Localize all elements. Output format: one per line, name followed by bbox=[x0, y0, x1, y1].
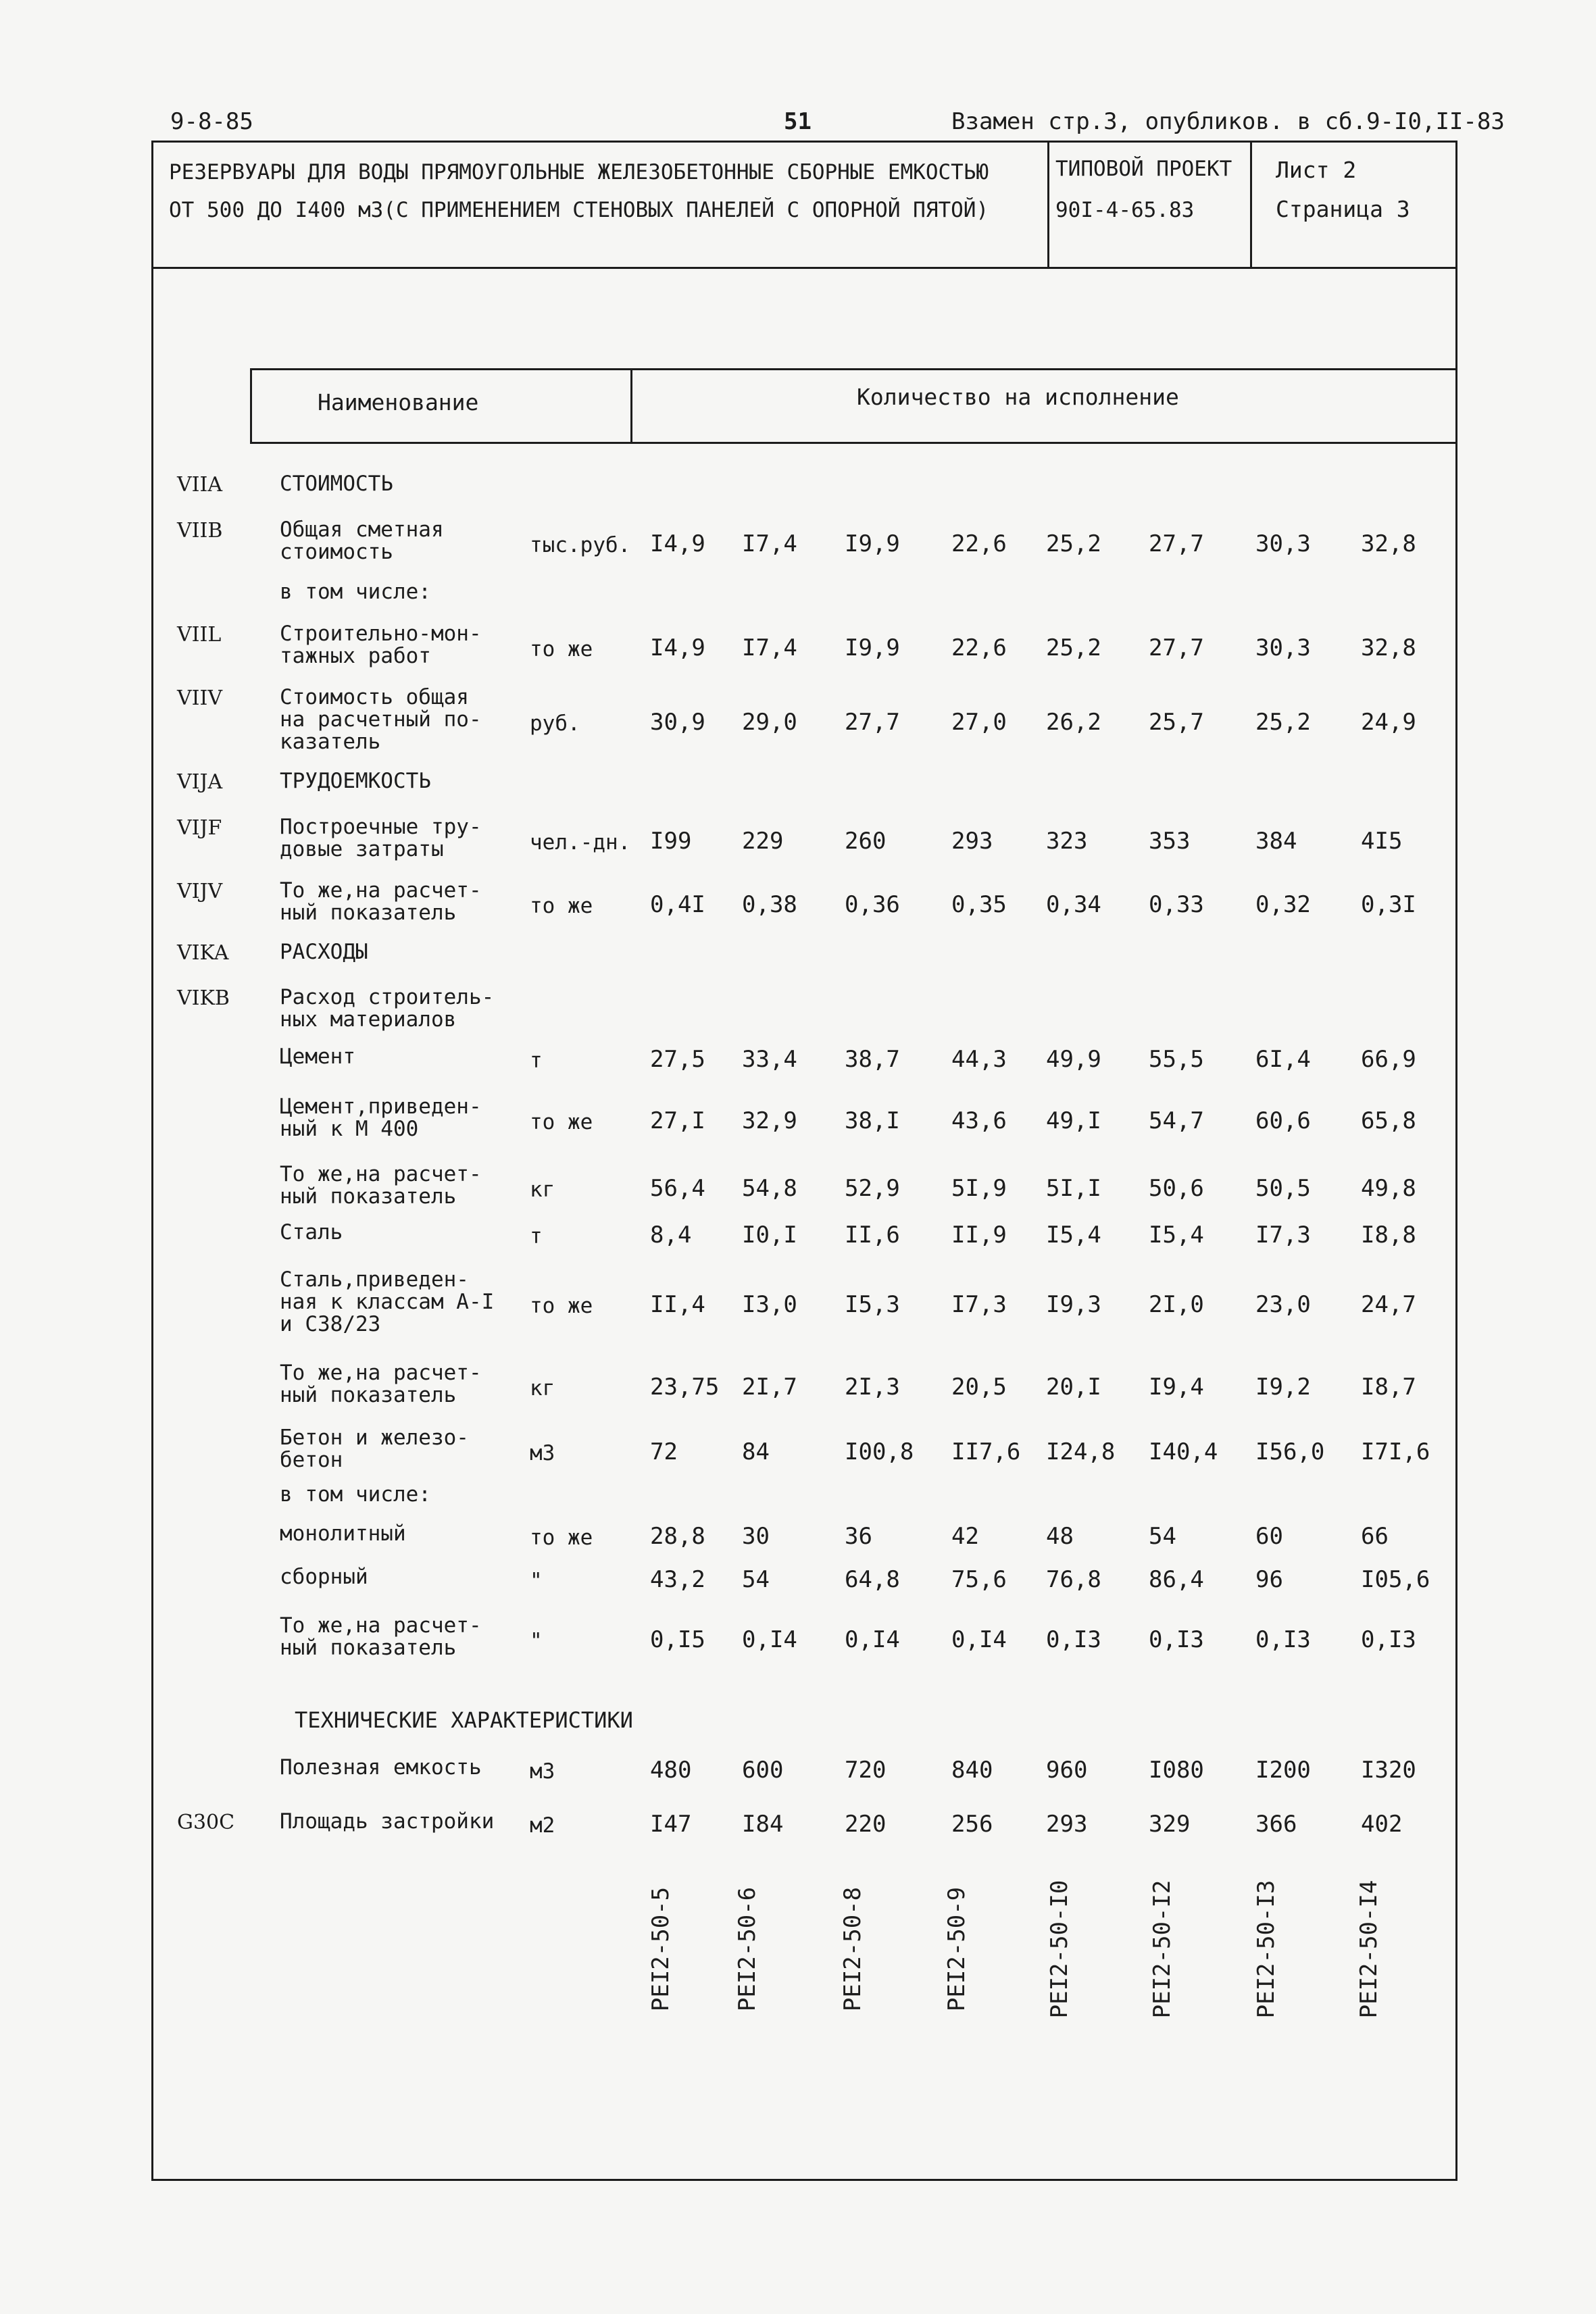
row-unit: т bbox=[530, 1224, 543, 1249]
row-label-line: Расход строитель- bbox=[280, 985, 495, 1009]
table-cell: 27,0 bbox=[951, 709, 1007, 736]
row-unit: " bbox=[530, 1569, 543, 1593]
table-cell: 0,33 bbox=[1149, 890, 1204, 918]
variant-label-text: РЕI2-50-I0 bbox=[1046, 1880, 1073, 2019]
row-unit: то же bbox=[530, 1109, 593, 1134]
table-cell: 55,5 bbox=[1149, 1046, 1204, 1073]
table-cell: 20,I bbox=[1046, 1373, 1101, 1401]
row-label-line: монолитный bbox=[280, 1521, 406, 1546]
row-label-line: довые затраты bbox=[280, 837, 444, 861]
table-cell: 329 bbox=[1149, 1811, 1191, 1838]
row-label-line: СТОИМОСТЬ bbox=[280, 472, 393, 496]
variant-label-text: РЕI2-50-I2 bbox=[1149, 1880, 1176, 2019]
row-label bbox=[295, 1709, 633, 1732]
row-code: G30C bbox=[177, 1811, 235, 1834]
row-label bbox=[280, 1222, 343, 1244]
row-code: VIIB bbox=[177, 519, 223, 543]
row-unit: м3 bbox=[530, 1440, 555, 1465]
table-cell: I3,0 bbox=[742, 1291, 797, 1318]
row-label bbox=[280, 816, 482, 861]
table-cell: 26,2 bbox=[1046, 709, 1101, 736]
row-code: VIJA bbox=[177, 770, 223, 794]
project-label: ТИПОВОЙ ПРОЕКТ bbox=[1055, 157, 1232, 181]
row-code: VIJF bbox=[177, 816, 222, 840]
table-cell: 8,4 bbox=[650, 1222, 692, 1249]
table-cell: I7,3 bbox=[951, 1291, 1007, 1318]
row-label-line: и С38/23 bbox=[280, 1312, 381, 1336]
row-code: VIKA bbox=[177, 941, 229, 965]
table-cell: 72 bbox=[650, 1438, 678, 1465]
table-cell: 24,7 bbox=[1361, 1291, 1416, 1318]
table-cell: I00,8 bbox=[845, 1438, 914, 1465]
column-quantity-header: Количество на исполнение bbox=[857, 384, 1179, 410]
table-cell: I0,I bbox=[742, 1222, 797, 1249]
table-cell: 4I5 bbox=[1361, 827, 1403, 855]
table-cell: 36 bbox=[845, 1523, 872, 1550]
header-date: 9-8-85 bbox=[170, 108, 253, 135]
row-code: VIKB bbox=[177, 986, 230, 1010]
table-cell: 50,6 bbox=[1149, 1174, 1204, 1202]
table-cell: I84 bbox=[742, 1811, 784, 1838]
table-cell: 5I,9 bbox=[951, 1174, 1007, 1202]
row-label bbox=[280, 686, 482, 753]
variant-label bbox=[1145, 1871, 1179, 2027]
table-cell: 65,8 bbox=[1361, 1107, 1416, 1134]
table-cell: 720 bbox=[845, 1757, 887, 1784]
table-cell: 27,7 bbox=[845, 709, 900, 736]
row-label-line: сборный bbox=[280, 1565, 368, 1589]
table-cell: 5I,I bbox=[1046, 1174, 1101, 1202]
table-cell: 30,3 bbox=[1255, 530, 1311, 557]
table-cell: 54 bbox=[742, 1566, 770, 1593]
table-cell: 480 bbox=[650, 1757, 692, 1784]
table-cell: I4,9 bbox=[650, 530, 705, 557]
variant-label bbox=[730, 1871, 764, 2027]
table-cell: 44,3 bbox=[951, 1046, 1007, 1073]
row-unit: м2 bbox=[530, 1813, 555, 1838]
table-cell: 66 bbox=[1361, 1523, 1389, 1550]
row-label-line: То же,на расчет- bbox=[280, 1361, 482, 1385]
table-cell: I7I,6 bbox=[1361, 1438, 1430, 1465]
row-label bbox=[280, 1427, 469, 1472]
row-label-line: ных материалов bbox=[280, 1007, 457, 1032]
table-cell: 60,6 bbox=[1255, 1107, 1311, 1134]
replacement-note: Взамен стр.3, опубликов. в сб.9-I0,II-83 bbox=[951, 108, 1505, 135]
row-label bbox=[280, 473, 393, 495]
row-unit: т bbox=[530, 1049, 543, 1073]
table-cell: I4,9 bbox=[650, 634, 705, 661]
table-cell: I9,9 bbox=[845, 634, 900, 661]
table-cell: 0,35 bbox=[951, 890, 1007, 918]
row-label-line: казатель bbox=[280, 730, 381, 754]
row-unit: кг bbox=[530, 1376, 555, 1401]
table-cell: 2I,3 bbox=[845, 1373, 900, 1401]
table-cell: 52,9 bbox=[845, 1174, 900, 1202]
row-label bbox=[280, 623, 482, 668]
table-cell: 42 bbox=[951, 1523, 979, 1550]
row-label bbox=[280, 1615, 482, 1659]
row-label bbox=[280, 1269, 494, 1336]
table-cell: I40,4 bbox=[1149, 1438, 1218, 1465]
table-cell: 49,9 bbox=[1046, 1046, 1101, 1073]
table-cell: 0,36 bbox=[845, 890, 900, 918]
table-cell: 43,6 bbox=[951, 1107, 1007, 1134]
row-label-line: ТЕХНИЧЕСКИЕ ХАРАКТЕРИСТИКИ bbox=[295, 1707, 633, 1733]
table-cell: 27,7 bbox=[1149, 530, 1204, 557]
table-cell: I99 bbox=[650, 827, 692, 855]
row-code: VIJV bbox=[177, 880, 223, 903]
table-cell: I5,3 bbox=[845, 1291, 900, 1318]
table-cell: 0,38 bbox=[742, 890, 797, 918]
table-cell: 840 bbox=[951, 1757, 993, 1784]
table-cell: 54 bbox=[1149, 1523, 1176, 1550]
table-cell: II,6 bbox=[845, 1222, 900, 1249]
table-cell: 30,3 bbox=[1255, 634, 1311, 661]
table-cell: 30 bbox=[742, 1523, 770, 1550]
table-cell: 229 bbox=[742, 827, 784, 855]
row-label bbox=[280, 880, 482, 924]
sheet-number: Лист 2 bbox=[1276, 157, 1357, 183]
table-cell: 43,2 bbox=[650, 1566, 705, 1593]
variant-label-text: РЕI2-50-9 bbox=[943, 1886, 970, 2012]
row-label bbox=[280, 1046, 355, 1068]
table-cell: 0,I4 bbox=[951, 1626, 1007, 1653]
table-cell: 256 bbox=[951, 1811, 993, 1838]
table-cell: 960 bbox=[1046, 1757, 1088, 1784]
table-cell: 2I,7 bbox=[742, 1373, 797, 1401]
table-cell: 402 bbox=[1361, 1811, 1403, 1838]
table-cell: I320 bbox=[1361, 1757, 1416, 1784]
table-cell: I080 bbox=[1149, 1757, 1204, 1784]
row-label bbox=[280, 581, 431, 603]
row-unit: кг bbox=[530, 1177, 555, 1202]
row-label-line: Стоимость общая bbox=[280, 685, 469, 709]
table-cell: 293 bbox=[1046, 1811, 1088, 1838]
table-cell: 38,I bbox=[845, 1107, 900, 1134]
table-cell: 29,0 bbox=[742, 709, 797, 736]
variant-label bbox=[644, 1871, 678, 2027]
table-cell: 30,9 bbox=[650, 709, 705, 736]
table-cell: 0,I4 bbox=[742, 1626, 797, 1653]
title-divider bbox=[1250, 141, 1252, 269]
row-label-line: стоимость bbox=[280, 540, 393, 564]
table-cell: 0,I3 bbox=[1255, 1626, 1311, 1653]
table-cell: 75,6 bbox=[951, 1566, 1007, 1593]
row-label-line: ный показатель bbox=[280, 901, 457, 925]
row-label-line: в том числе: bbox=[280, 580, 431, 604]
page-label: Страница 3 bbox=[1276, 196, 1410, 222]
table-cell: 28,8 bbox=[650, 1523, 705, 1550]
table-cell: 0,I3 bbox=[1046, 1626, 1101, 1653]
table-cell: 84 bbox=[742, 1438, 770, 1465]
table-cell: 54,7 bbox=[1149, 1107, 1204, 1134]
table-cell: 86,4 bbox=[1149, 1566, 1204, 1593]
row-label-line: ный показатель bbox=[280, 1636, 457, 1660]
table-cell: 0,I4 bbox=[845, 1626, 900, 1653]
row-label-line: Построечные тру- bbox=[280, 815, 482, 839]
table-cell: I7,3 bbox=[1255, 1222, 1311, 1249]
table-cell: I5,4 bbox=[1046, 1222, 1101, 1249]
table-cell: 353 bbox=[1149, 827, 1191, 855]
row-label bbox=[280, 770, 431, 793]
table-cell: 25,7 bbox=[1149, 709, 1204, 736]
row-unit: тыс.руб. bbox=[530, 532, 631, 557]
row-label-line: Цемент,приведен- bbox=[280, 1095, 482, 1119]
table-cell: 56,4 bbox=[650, 1174, 705, 1202]
table-cell: II,4 bbox=[650, 1291, 705, 1318]
row-label bbox=[280, 1757, 482, 1779]
variant-label-text: РЕI2-50-8 bbox=[839, 1886, 866, 2012]
row-label-line: То же,на расчет- bbox=[280, 1613, 482, 1638]
table-cell: I47 bbox=[650, 1811, 692, 1838]
row-unit: то же bbox=[530, 1526, 593, 1550]
table-cell: 32,8 bbox=[1361, 634, 1416, 661]
row-label-line: Сталь,приведен- bbox=[280, 1267, 469, 1292]
table-cell: II7,6 bbox=[951, 1438, 1021, 1465]
row-unit: " bbox=[530, 1628, 543, 1653]
row-code: VIIA bbox=[177, 473, 223, 497]
header-divider bbox=[630, 368, 632, 444]
table-cell: 48 bbox=[1046, 1523, 1074, 1550]
variant-label bbox=[1352, 1871, 1386, 2027]
row-unit: то же bbox=[530, 893, 593, 918]
table-cell: I9,9 bbox=[845, 530, 900, 557]
table-cell: 2I,0 bbox=[1149, 1291, 1204, 1318]
table-cell: I7,4 bbox=[742, 530, 797, 557]
table-cell: 49,I bbox=[1046, 1107, 1101, 1134]
table-cell: 96 bbox=[1255, 1566, 1283, 1593]
variant-label bbox=[940, 1871, 974, 2027]
row-label-line: на расчетный по- bbox=[280, 707, 482, 732]
table-cell: 384 bbox=[1255, 827, 1297, 855]
table-cell: 76,8 bbox=[1046, 1566, 1101, 1593]
row-label bbox=[280, 1163, 482, 1208]
page-number: 51 bbox=[784, 108, 812, 135]
table-cell: 23,0 bbox=[1255, 1291, 1311, 1318]
row-unit: то же bbox=[530, 1294, 593, 1318]
table-cell: 33,4 bbox=[742, 1046, 797, 1073]
table-cell: 0,32 bbox=[1255, 890, 1311, 918]
variant-label bbox=[1043, 1871, 1076, 2027]
row-label-line: тажных работ bbox=[280, 644, 431, 668]
table-cell: 600 bbox=[742, 1757, 784, 1784]
table-cell: 0,I3 bbox=[1361, 1626, 1416, 1653]
table-cell: I9,3 bbox=[1046, 1291, 1101, 1318]
row-label-line: ный показатель bbox=[280, 1184, 457, 1209]
row-label bbox=[280, 941, 368, 963]
table-cell: II,9 bbox=[951, 1222, 1007, 1249]
table-cell: 6I,4 bbox=[1255, 1046, 1311, 1073]
table-cell: 50,5 bbox=[1255, 1174, 1311, 1202]
table-cell: 0,4I bbox=[650, 890, 705, 918]
table-cell: 0,34 bbox=[1046, 890, 1101, 918]
row-unit: руб. bbox=[530, 711, 580, 736]
variant-label bbox=[1249, 1871, 1283, 2027]
row-label-line: То же,на расчет- bbox=[280, 878, 482, 903]
row-label-line: То же,на расчет- bbox=[280, 1162, 482, 1186]
table-cell: I9,2 bbox=[1255, 1373, 1311, 1401]
row-label bbox=[280, 1811, 494, 1833]
row-label bbox=[280, 1484, 431, 1506]
row-label-line: Строительно-мон- bbox=[280, 622, 482, 646]
table-cell: I5,4 bbox=[1149, 1222, 1204, 1249]
row-label-line: ный к М 400 bbox=[280, 1117, 419, 1141]
table-cell: 32,8 bbox=[1361, 530, 1416, 557]
row-label-line: РАСХОДЫ bbox=[280, 940, 368, 964]
table-cell: 54,8 bbox=[742, 1174, 797, 1202]
table-cell: 23,75 bbox=[650, 1373, 720, 1401]
table-cell: 27,7 bbox=[1149, 634, 1204, 661]
row-label-line: в том числе: bbox=[280, 1482, 431, 1507]
table-cell: 25,2 bbox=[1046, 530, 1101, 557]
row-label bbox=[280, 519, 444, 563]
title-line-2: ОТ 500 ДО I400 м3(С ПРИМЕНЕНИЕМ СТЕНОВЫХ ПАНЕЛЕЙ С ОПОРНОЙ ПЯТОЙ) bbox=[169, 198, 989, 222]
row-label-line: Полезная емкость bbox=[280, 1755, 482, 1780]
table-cell: 220 bbox=[845, 1811, 887, 1838]
row-unit: то же bbox=[530, 636, 593, 661]
table-cell: 0,3I bbox=[1361, 890, 1416, 918]
table-cell: 22,6 bbox=[951, 634, 1007, 661]
row-label bbox=[280, 1523, 406, 1545]
row-label bbox=[280, 1362, 482, 1407]
row-label-line: Цемент bbox=[280, 1045, 355, 1069]
table-cell: 24,9 bbox=[1361, 709, 1416, 736]
row-code: VIIV bbox=[177, 686, 223, 710]
row-code: VIIL bbox=[177, 623, 222, 647]
table-cell: I56,0 bbox=[1255, 1438, 1325, 1465]
table-cell: 32,9 bbox=[742, 1107, 797, 1134]
table-cell: 22,6 bbox=[951, 530, 1007, 557]
title-line-1: РЕЗЕРВУАРЫ ДЛЯ ВОДЫ ПРЯМОУГОЛЬНЫЕ ЖЕЛЕЗОБЕТОННЫЕ СБОРНЫЕ ЕМКОСТЬЮ bbox=[169, 160, 989, 184]
column-name-header: Наименование bbox=[318, 389, 479, 416]
table-cell: 49,8 bbox=[1361, 1174, 1416, 1202]
table-cell: 0,I5 bbox=[650, 1626, 705, 1653]
table-cell: I8,8 bbox=[1361, 1222, 1416, 1249]
title-divider bbox=[1047, 141, 1049, 269]
row-label-line: ная к классам А-I bbox=[280, 1290, 495, 1314]
project-number: 90I-4-65.83 bbox=[1055, 198, 1195, 222]
table-cell: 260 bbox=[845, 827, 887, 855]
table-cell: I24,8 bbox=[1046, 1438, 1116, 1465]
row-label-line: ТРУДОЕМКОСТЬ bbox=[280, 769, 431, 793]
table-cell: I7,4 bbox=[742, 634, 797, 661]
table-cell: 27,5 bbox=[650, 1046, 705, 1073]
row-label-line: Бетон и железо- bbox=[280, 1426, 469, 1450]
variant-label-text: РЕI2-50-I3 bbox=[1253, 1880, 1280, 2019]
table-cell: I9,4 bbox=[1149, 1373, 1204, 1401]
table-cell: 366 bbox=[1255, 1811, 1297, 1838]
row-label bbox=[280, 1096, 482, 1140]
variant-label bbox=[836, 1871, 870, 2027]
variant-label-text: РЕI2-50-6 bbox=[734, 1886, 761, 2012]
table-cell: 66,9 bbox=[1361, 1046, 1416, 1073]
row-unit: чел.-дн. bbox=[530, 830, 631, 855]
row-label-line: Сталь bbox=[280, 1220, 343, 1244]
table-cell: I05,6 bbox=[1361, 1566, 1430, 1593]
table-cell: I8,7 bbox=[1361, 1373, 1416, 1401]
row-label-line: Площадь застройки bbox=[280, 1809, 495, 1834]
row-label-line: Общая сметная bbox=[280, 518, 444, 542]
table-cell: 20,5 bbox=[951, 1373, 1007, 1401]
table-cell: I200 bbox=[1255, 1757, 1311, 1784]
table-cell: 64,8 bbox=[845, 1566, 900, 1593]
row-label bbox=[280, 986, 494, 1031]
table-cell: 25,2 bbox=[1046, 634, 1101, 661]
table-cell: 27,I bbox=[650, 1107, 705, 1134]
table-cell: 0,I3 bbox=[1149, 1626, 1204, 1653]
table-cell: 293 bbox=[951, 827, 993, 855]
table-cell: 38,7 bbox=[845, 1046, 900, 1073]
table-cell: 323 bbox=[1046, 827, 1088, 855]
table-cell: 60 bbox=[1255, 1523, 1283, 1550]
row-label bbox=[280, 1566, 368, 1588]
row-unit: м3 bbox=[530, 1759, 555, 1784]
row-label-line: ный показатель bbox=[280, 1383, 457, 1407]
row-label-line: бетон bbox=[280, 1448, 343, 1472]
variant-label-text: РЕI2-50-I4 bbox=[1355, 1880, 1382, 2019]
table-cell: 25,2 bbox=[1255, 709, 1311, 736]
variant-label-text: РЕI2-50-5 bbox=[647, 1886, 674, 2012]
